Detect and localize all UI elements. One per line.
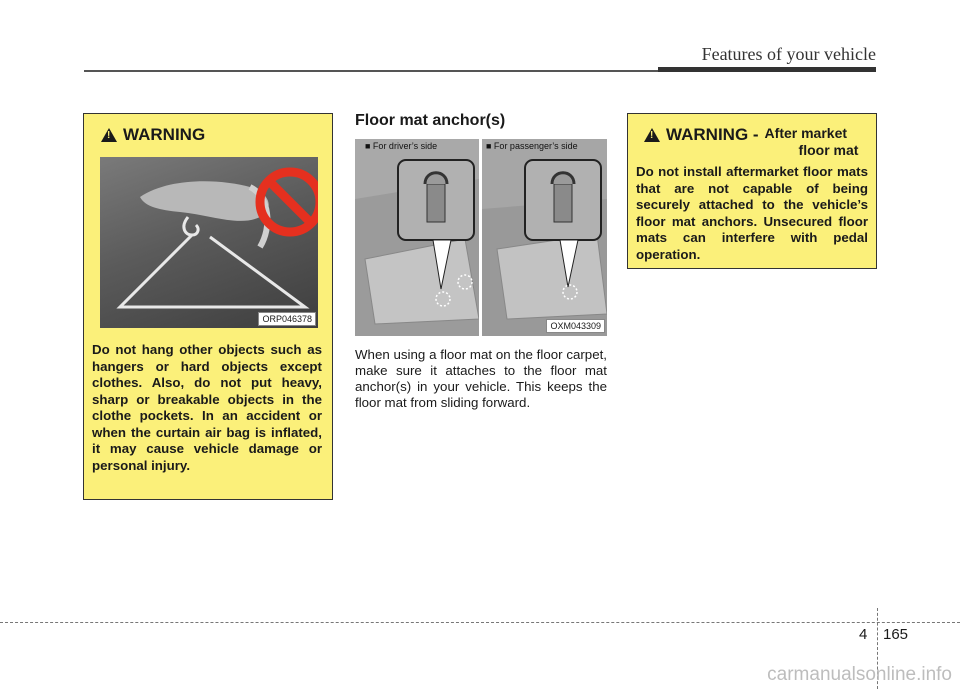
warning-title: WARNING — [123, 125, 206, 144]
warning-box-hangers — [83, 113, 333, 500]
section-heading: Floor mat anchor(s) — [355, 112, 506, 129]
driver-side-illustration — [355, 139, 479, 336]
header-rule-accent — [658, 67, 876, 72]
warning-text: Do not install aftermarket floor mats that are not capable of being securely attached to the vehicle’s floor mat anchors. Unsecured floor mats can interfere with pedal operation. — [636, 164, 868, 262]
chapter-number: 4 — [859, 626, 868, 643]
warning-box-aftermarket-mat — [627, 113, 877, 269]
image-reference-label: ORP046378 — [258, 312, 316, 326]
page-number: 165 — [883, 626, 909, 643]
hanger-photo — [100, 157, 318, 328]
warning-header — [101, 125, 205, 145]
warning-triangle-icon — [101, 128, 117, 142]
image-reference-label: OXM043309 — [546, 319, 605, 333]
warning-triangle-icon — [644, 128, 660, 142]
driver-side-panel — [355, 139, 479, 336]
caption-driver-side: ■ For driver’s side — [365, 141, 438, 151]
passenger-side-illustration — [482, 139, 607, 336]
warning-subtitle-line2: floor mat — [798, 142, 859, 158]
warning-subtitle — [765, 125, 859, 159]
warning-header — [644, 125, 858, 159]
floor-mat-anchor-figure — [355, 139, 607, 336]
warning-subtitle-line1: After market — [764, 125, 848, 141]
watermark: carmanualsonline.info — [767, 664, 952, 685]
footer-rule — [0, 622, 960, 623]
warning-text: Do not hang other objects such as hangers or hard objects except clothes. Also, do not put heavy, sharp or breakable objects in the clothe pockets. In an accident or when the curtain air bag is inflated, it may cause vehicle damage or personal injury. — [92, 342, 322, 473]
caption-passenger-side: ■ For passenger’s side — [486, 141, 578, 151]
hanger-illustration — [100, 157, 318, 328]
body-paragraph: When using a floor mat on the floor carpet, make sure it attaches to the floor mat anchor(s) in your vehicle. This keeps the floor mat from sliding forward. — [355, 347, 607, 410]
section-title: Features of your vehicle — [701, 44, 876, 64]
passenger-side-panel — [482, 139, 607, 336]
warning-title: WARNING - — [666, 125, 759, 144]
